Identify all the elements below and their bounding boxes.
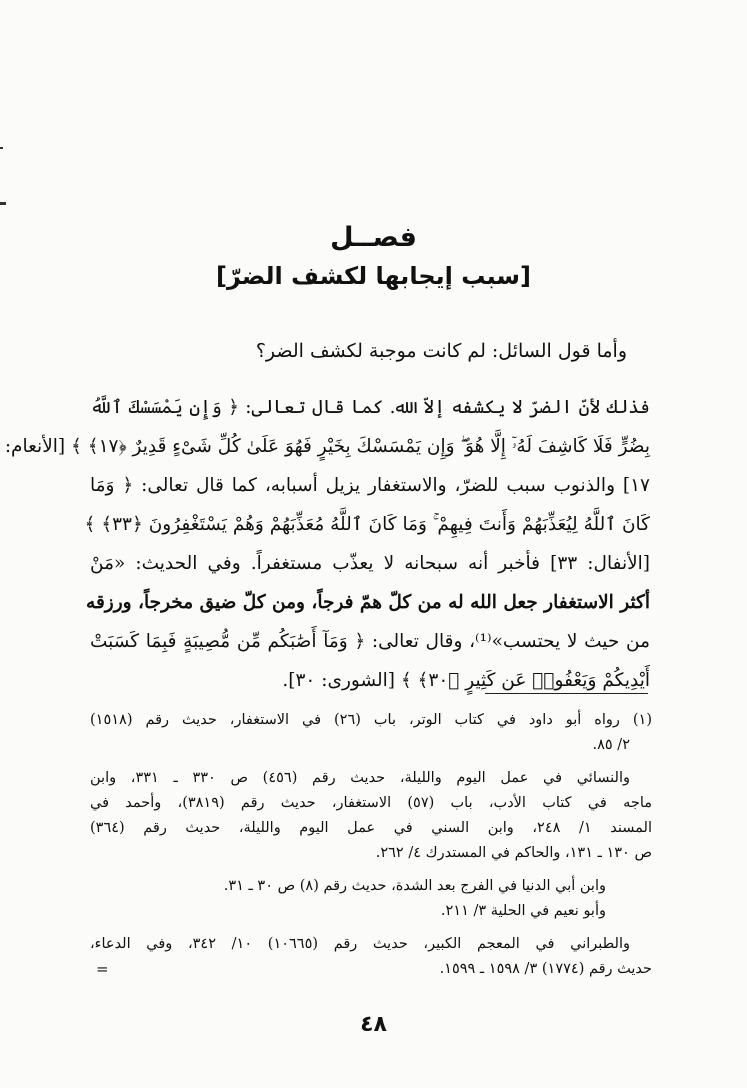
footnote-line: ماجه في كتاب الأدب، باب (٥٧) الاستغفار، حديث رقم (٣٨١٩)، وأحمد في: [90, 795, 653, 811]
footnote-line: ص ١٣٠ ـ ١٣١، والحاكم في المستدرك ٤/ ٢٦٢.: [375, 845, 652, 861]
footnote-line: ٢/ ٨٥.: [592, 737, 630, 753]
body-line: [الأنفال: ٣٣] فأخبر أنه سبحانه لا يعذّب مستغفراً. وفي الحديث: «مَنْ: [90, 553, 651, 574]
body-line: بِضُرٍّ فَلَا كَاشِفَ لَهُۥٓ إِلَّا هُوَ ۖ وَإِن يَمْسَسْكَ بِخَيْرٍ فَهُوَ عَلَىٰ كُلِّ شَىْءٍ قَدِيرٌ ﴿١٧﴾ ﴾ [الأنعام:: [4, 436, 650, 457]
question-line: وأما قول السائل: لم كانت موجبة لكشف الضر؟: [255, 340, 627, 362]
footnote-line: حديث رقم (١٧٧٤) ٣/ ١٥٩٨ ـ ١٥٩٩.: [439, 961, 652, 977]
margin-mark: [0, 202, 6, 205]
footnotes: [90, 708, 652, 982]
body-line: فذلك لأنّ الضرّ لا يكشفه إلاّ الله. كما قال تعالى: ﴿ وَإِن يَمْسَسْكَ ٱللَّهُ: [90, 397, 650, 418]
section-subtitle: [سبب إيجابها لكشف الضرّ]: [215, 262, 531, 290]
body-line: أَيْدِيكُمْ وَيَعْفُوا۟ عَن كَثِيرٍ ﴿٣٠﴾ ﴾ [الشورى: ٣٠].: [282, 670, 650, 691]
margin-mark: [0, 147, 3, 149]
footnote-line: وأبو نعيم في الحلية ٣/ ٢١١.: [440, 903, 606, 919]
body-line-hadith: أكثر الاستغفار جعل الله له من كلّ همّ فرجاً، ومن كلّ ضيق مخرجاً، ورزقه: [86, 592, 650, 613]
continuation-mark: =: [96, 960, 109, 978]
footnote-line: (١) رواه أبو داود في كتاب الوتر، باب (٢٦) في الاستغفار، حديث رقم (١٥١٨): [90, 712, 652, 728]
footnote-separator: [485, 693, 648, 694]
page-number: ٤٨: [360, 1012, 387, 1037]
footnote-line: والطبراني في المعجم الكبير، حديث رقم (١٠٦٦٥) ١٠/ ٣٤٢، وفي الدعاء،: [90, 936, 630, 952]
footnote-line: المسند ١/ ٢٤٨، وابن السني في عمل اليوم والليلة، حديث رقم (٣٦٤): [90, 820, 652, 836]
body-line: من حيث لا يحتسب»⁽¹⁾، وقال تعالى: ﴿ وَمَآ أَصَٰبَكُم مِّن مُّصِيبَةٍ فَبِمَا كَسَبَتْ: [90, 631, 650, 652]
section-title: فصــل: [330, 222, 417, 253]
body-line: ١٧] والذنوب سبب للضرّ، والاستغفار يزيل أسبابه، كما قال تعالى: ﴿ وَمَا: [90, 475, 650, 496]
footnote-line: والنسائي في عمل اليوم والليلة، حديث رقم (٤٥٦) ص ٣٣٠ ـ ٣٣١، وابن: [90, 770, 631, 786]
body-line: كَانَ ٱللَّهُ لِيُعَذِّبَهُمْ وَأَنتَ فِيهِمْ ۚ وَمَا كَانَ ٱللَّهُ مُعَذِّبَهُمْ وَهُمْ يَسْتَغْفِرُونَ ﴿٣٣﴾ ﴾: [84, 514, 650, 535]
footnote-line: وابن أبي الدنيا في الفرج بعد الشدة، حديث رقم (٨) ص ٣٠ ـ ٣١.: [223, 878, 606, 894]
body-text: [4, 388, 651, 700]
